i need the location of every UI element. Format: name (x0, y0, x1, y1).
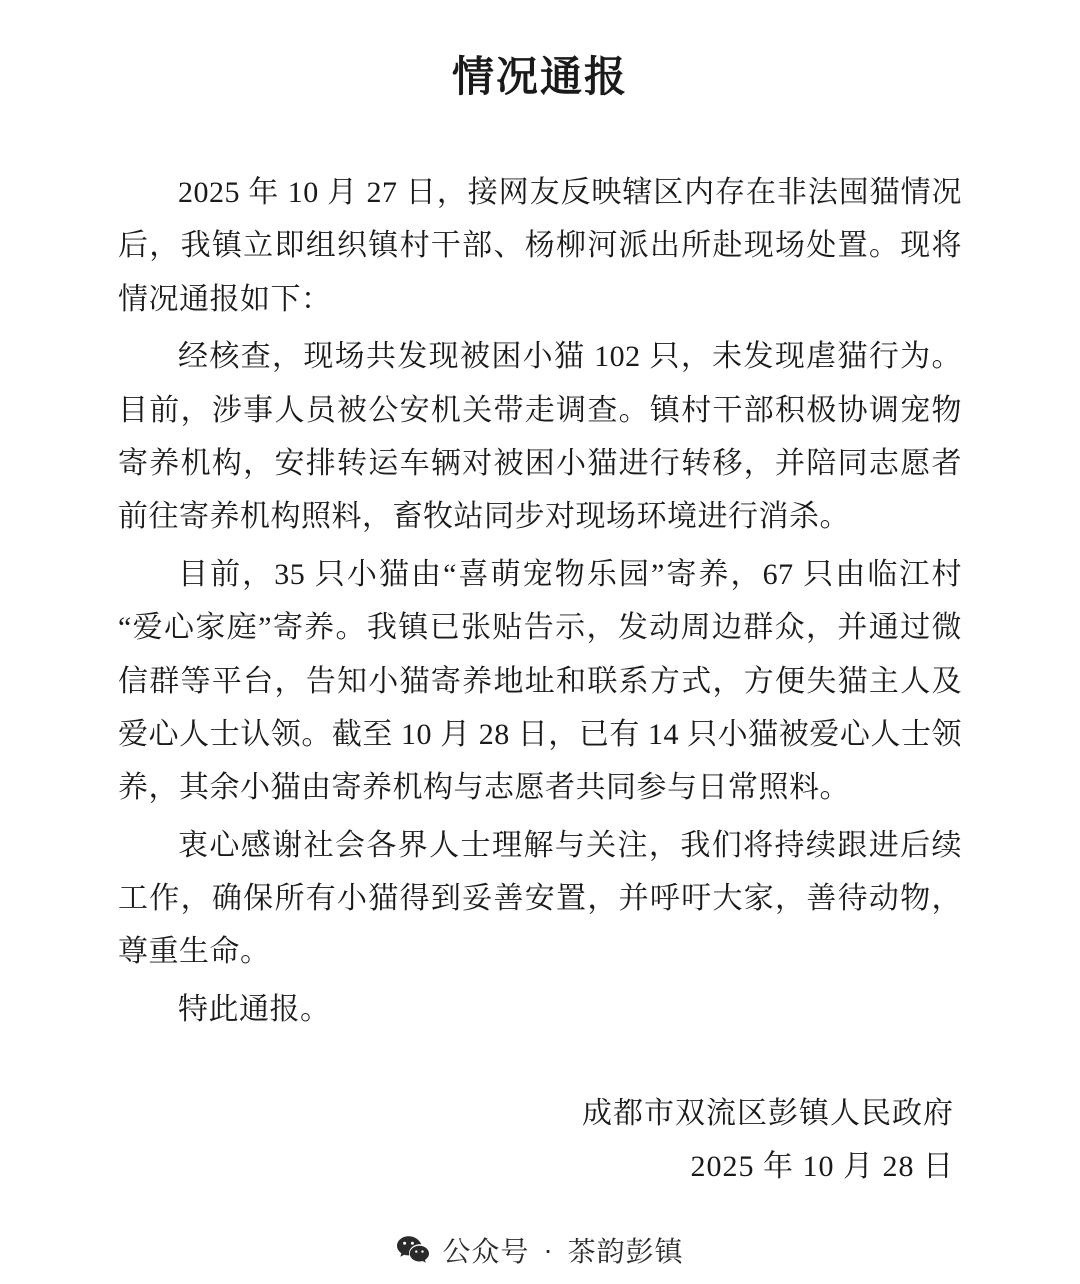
signature-issuer: 成都市双流区彭镇人民政府 (582, 1097, 954, 1131)
paragraph: 衷心感谢社会各界人士理解与关注，我们将持续跟进后续工作，确保所有小猫得到妥善安置，并呼吁大家，善待动物，尊重生命。 (118, 828, 962, 969)
document-body (118, 166, 962, 1036)
paragraph: 特此通报。 (178, 992, 331, 1026)
signature-date: 2025 年 10 月 28 日 (690, 1149, 954, 1183)
signature-block (118, 1088, 962, 1193)
footer-attribution (0, 1230, 1080, 1270)
footer-separator: · (543, 1234, 554, 1265)
document-page (0, 44, 1080, 1284)
footer-prefix-label: 公众号 (442, 1236, 530, 1267)
paragraph: 2025 年 10 月 27 日，接网友反映辖区内存在非法囤猫情况后，我镇立即组织镇村干部、杨柳河派出所赴现场处置。现将情况通报如下： (118, 176, 962, 316)
footer-account-name: 茶韵彭镇 (567, 1236, 684, 1267)
paragraph: 经核查，现场共发现被困小猫 102 只，未发现虐猫行为。目前，涉事人员被公安机关带走调查。镇村干部积极协调宠物寄养机构，安排转运车辆对被困小猫进行转移，并陪同志愿者前往寄养机构照料，畜牧站同步对现场环境进行消杀。 (118, 340, 962, 534)
page-title: 情况通报 (451, 55, 628, 101)
paragraph: 目前，35 只小猫由“喜萌宠物乐园”寄养，67 只由临江村“爱心家庭”寄养。我镇已张贴告示，发动周边群众，并通过微信群等平台，告知小猫寄养地址和联系方式，方便失猫主人及爱心人士认领。截至 10 月 28 日，已有 14 只小猫被爱心人士领养，其余小猫由寄养机构与志愿者共同参与日常照料。 (118, 557, 962, 805)
